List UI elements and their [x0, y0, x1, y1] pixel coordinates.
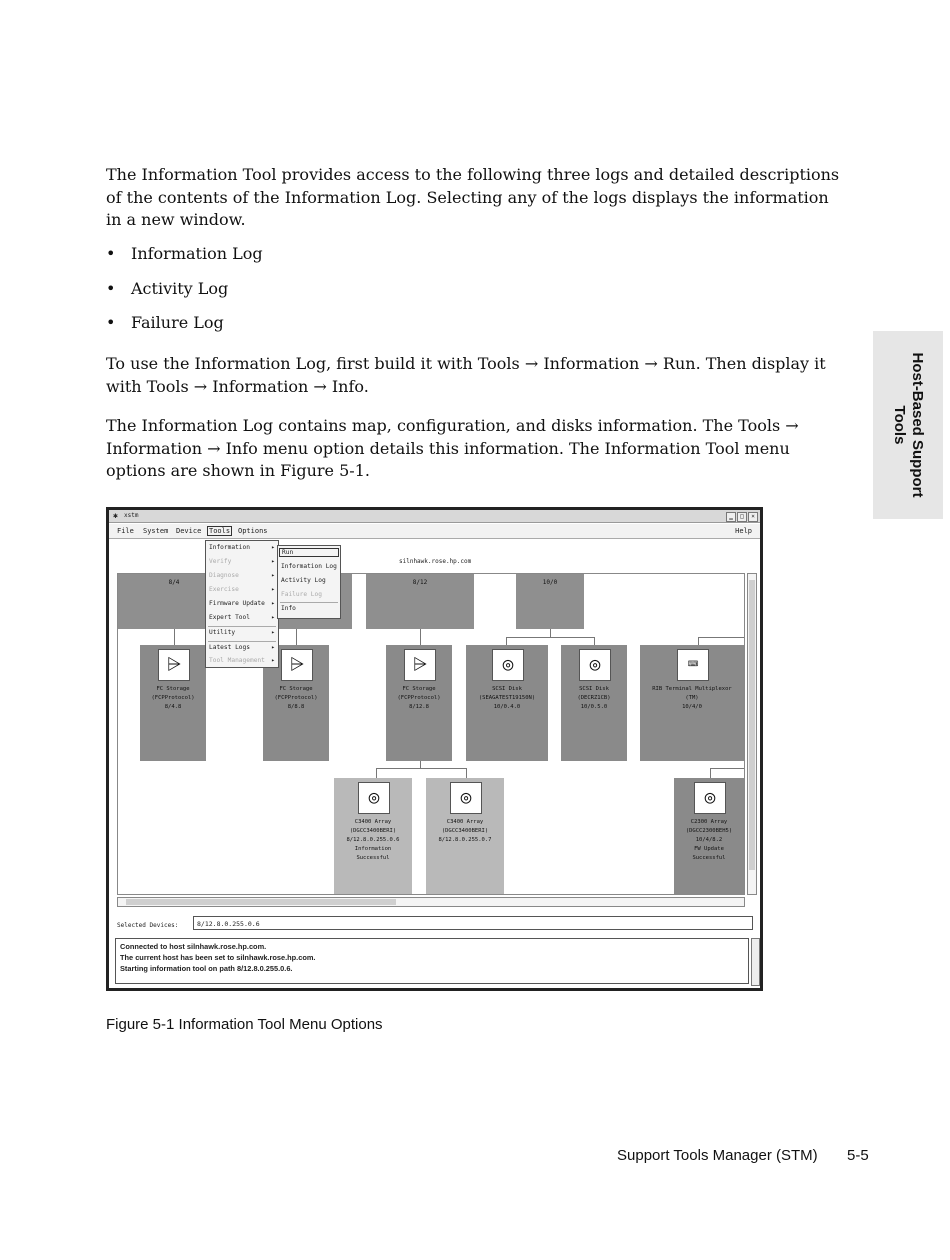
tools-menu-item-information[interactable]: Information [209, 544, 250, 551]
device-result: Successful [692, 855, 726, 861]
connector-line [698, 637, 699, 645]
section-tab [873, 331, 943, 519]
device-product: (DGCC2300BEH5) [685, 828, 733, 834]
device-path: 10/0.5.0 [580, 704, 608, 710]
connector-line [174, 629, 175, 645]
connector-line [710, 768, 744, 769]
device-name: RIB Terminal Multiplexor [652, 686, 732, 692]
bus-band-label: 8/4 [168, 579, 180, 586]
tools-menu-item-diagnose[interactable]: Diagnose [209, 572, 239, 579]
console-line: Starting information tool on path 8/12.8.0.255.0.6. [120, 964, 293, 973]
hub-icon: ⩥ [158, 649, 190, 681]
submenu-arrow-icon: ▸ [271, 629, 275, 636]
connector-line [698, 637, 744, 638]
device-path: 8/12.8 [409, 704, 429, 710]
device-node[interactable] [334, 778, 412, 894]
device-product: (DGCC3400BERI) [441, 828, 489, 834]
device-node[interactable] [386, 645, 452, 761]
submenu-arrow-icon: ▸ [271, 544, 275, 551]
connector-line [420, 629, 421, 645]
connector-line [420, 760, 421, 768]
tools-menu-item-firmware-update[interactable]: Firmware Update [209, 600, 265, 607]
footer-title: Support Tools Manager (STM) [617, 1147, 818, 1164]
device-node[interactable] [674, 778, 744, 894]
device-node[interactable] [561, 645, 627, 761]
terminal-icon: ⌨ [677, 649, 709, 681]
disk-icon: ◎ [492, 649, 524, 681]
menu-separator [280, 602, 338, 603]
submenu-item-info[interactable]: Info [281, 605, 296, 612]
device-name: SCSI Disk [492, 686, 522, 692]
device-path: 8/4.8 [164, 704, 182, 710]
device-path: 10/4/0 [682, 704, 702, 710]
tools-menu-item-verify[interactable]: Verify [209, 558, 232, 565]
submenu-arrow-icon: ▸ [271, 586, 275, 593]
device-node[interactable] [466, 645, 548, 761]
device-product: (DGCC3400BERI) [349, 828, 397, 834]
bullet-dot: • [106, 244, 116, 263]
section-tab-line-1: Host-Based Support [909, 352, 926, 498]
close-icon[interactable]: × [748, 512, 758, 522]
app-icon: ✱ [113, 511, 118, 520]
connector-line [506, 637, 594, 638]
tools-menu-item-latest-logs[interactable]: Latest Logs [209, 644, 250, 651]
submenu-item-run[interactable]: Run [279, 548, 339, 557]
device-name: SCSI Disk [579, 686, 609, 692]
submenu-arrow-icon: ▸ [271, 572, 275, 579]
menu-tools[interactable]: Tools [209, 527, 231, 535]
scrollbar-thumb[interactable] [126, 899, 396, 905]
figure-screenshot [106, 507, 763, 991]
map-vertical-scrollbar[interactable] [747, 573, 757, 895]
minimize-icon[interactable]: ▁ [726, 512, 736, 522]
device-name: FC Storage [279, 686, 313, 692]
submenu-item-failure-log[interactable]: Failure Log [281, 591, 322, 598]
information-submenu [277, 545, 341, 619]
device-path: 8/12.8.0.255.0.7 [438, 837, 492, 843]
connector-line [296, 629, 297, 645]
menu-file[interactable]: File [117, 527, 134, 535]
device-name: FC Storage [402, 686, 436, 692]
connector-line [594, 637, 595, 645]
device-node[interactable] [140, 645, 206, 761]
contents-paragraph: The Information Log contains map, configuration, and disks information. The Tools → Information → Info menu option details this information. The Information Tool menu options are shown in Figure 5-1. [106, 416, 799, 480]
tools-menu-item-utility[interactable]: Utility [209, 629, 236, 636]
submenu-arrow-icon: ▸ [271, 614, 275, 621]
section-tab-label [873, 331, 943, 519]
device-name: FC Storage [156, 686, 190, 692]
menu-bar [109, 524, 760, 539]
selected-devices-field[interactable]: 8/12.8.0.255.0.6 [193, 916, 753, 930]
device-product: (FCPProtocol) [397, 695, 441, 701]
device-node[interactable] [426, 778, 504, 894]
map-horizontal-scrollbar[interactable] [117, 897, 745, 907]
hub-icon: ⩥ [404, 649, 436, 681]
section-tab-line-2: Tools [891, 405, 908, 445]
bullet-dot: • [106, 279, 116, 298]
menu-device[interactable]: Device [176, 527, 202, 535]
intro-paragraph: The Information Tool provides access to the following three logs and detailed descriptions of the contents of the Information Log. Selecting any of the logs displays the information in a new window. [106, 165, 840, 229]
device-path: 10/4/8.2 [695, 837, 723, 843]
device-result: Successful [356, 855, 390, 861]
submenu-arrow-icon: ▸ [271, 600, 275, 607]
submenu-item-information-log[interactable]: Information Log [281, 563, 337, 570]
bus-band[interactable] [366, 574, 474, 629]
device-product: (SEAGATEST19150N) [478, 695, 536, 701]
device-product: (DECRZ1CB) [577, 695, 611, 701]
host-name: silnhawk.rose.hp.com [399, 558, 472, 565]
connector-line [710, 768, 711, 778]
menu-help[interactable]: Help [735, 527, 752, 535]
bus-band-label: 10/0 [542, 579, 558, 586]
tools-menu-item-tool-management[interactable]: Tool Management [209, 657, 265, 664]
menu-system[interactable]: System [143, 527, 169, 535]
console-line: The current host has been set to silnhawk.rose.hp.com. [120, 953, 316, 962]
device-status: FW Update [694, 846, 724, 852]
disk-array-icon: ◎ [694, 782, 726, 814]
list-item-label: Failure Log [131, 313, 224, 332]
menu-options[interactable]: Options [238, 527, 268, 535]
submenu-arrow-icon: ▸ [271, 644, 275, 651]
maximize-icon[interactable]: □ [737, 512, 747, 522]
submenu-arrow-icon: ▸ [271, 558, 275, 565]
device-product: (FCPProtocol) [151, 695, 195, 701]
build-paragraph: To use the Information Log, first build it with Tools → Information → Run. Then display it with Tools → Information → Info. [106, 354, 826, 396]
bus-band[interactable] [516, 574, 584, 629]
message-console [115, 938, 749, 984]
console-line: Connected to host silnhawk.rose.hp.com. [120, 942, 267, 951]
device-name: C3400 Array [354, 819, 392, 825]
submenu-item-activity-log[interactable]: Activity Log [281, 577, 326, 584]
console-scrollbar[interactable] [751, 938, 760, 986]
connector-line [376, 768, 377, 778]
device-path: 8/12.8.0.255.0.6 [346, 837, 400, 843]
figure-caption: Figure 5-1 Information Tool Menu Options [106, 1016, 383, 1033]
page-number: 5-5 [847, 1147, 869, 1164]
connector-line [506, 637, 507, 645]
connector-line [376, 768, 466, 769]
device-product: (FCPProtocol) [274, 695, 318, 701]
tools-menu [205, 540, 279, 668]
disk-array-icon: ◎ [450, 782, 482, 814]
device-path: 8/8.8 [287, 704, 305, 710]
tools-menu-item-expert-tool[interactable]: Expert Tool [209, 614, 250, 621]
menu-separator [208, 641, 276, 642]
disk-icon: ◎ [579, 649, 611, 681]
device-status: Information [354, 846, 392, 852]
hub-icon: ⩥ [281, 649, 313, 681]
bus-band-label: 8/12 [412, 579, 428, 586]
connector-line [550, 629, 551, 637]
device-name: C2300 Array [690, 819, 728, 825]
device-product: (TM) [685, 695, 699, 701]
bullet-dot: • [106, 313, 116, 332]
device-node[interactable] [640, 645, 744, 761]
device-path: 10/0.4.0 [493, 704, 521, 710]
device-name: C3400 Array [446, 819, 484, 825]
list-item-label: Information Log [131, 244, 263, 263]
tools-menu-item-exercise[interactable]: Exercise [209, 586, 239, 593]
scrollbar-thumb[interactable] [749, 580, 755, 870]
connector-line [466, 768, 467, 778]
submenu-arrow-icon: ▸ [271, 657, 275, 664]
disk-array-icon: ◎ [358, 782, 390, 814]
list-item-label: Activity Log [131, 279, 229, 298]
menu-separator [208, 626, 276, 627]
window-titlebar [109, 510, 760, 523]
selected-devices-label: Selected Devices: [117, 922, 179, 929]
window-title: xstm [124, 512, 139, 519]
